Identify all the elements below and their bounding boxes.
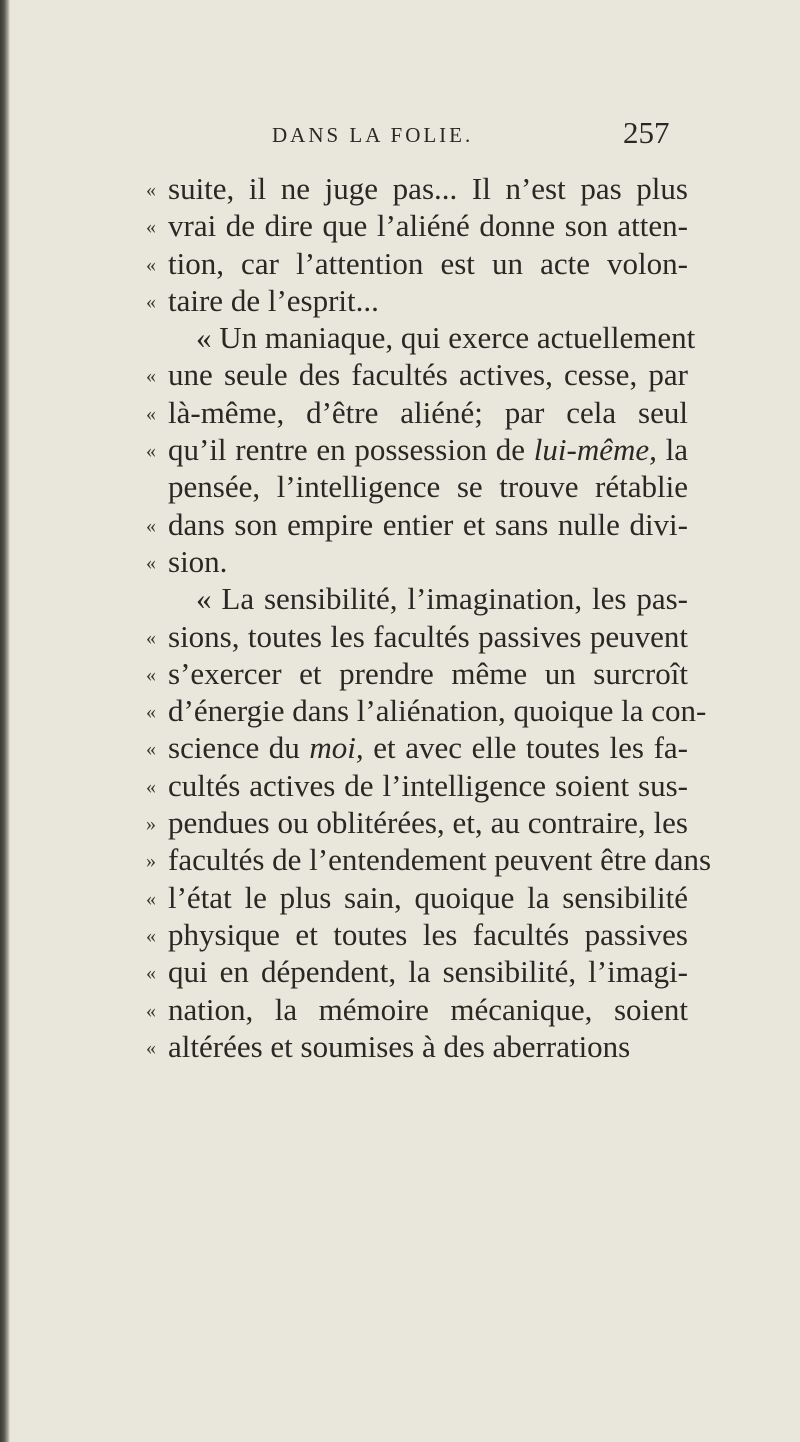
line-text: pensée, l’intelligence se trouve rétablie [168,469,688,505]
text-line [168,468,688,505]
quote-mark: « [146,365,156,388]
line-text: sions, toutes les facultés passives peuvent [168,618,688,654]
text-line [146,207,688,244]
line-text: taire de l’esprit... [168,282,379,318]
line-text: tion, car l’attention est un acte volon- [168,245,688,281]
quote-mark: « [146,887,156,910]
line-text: altérées et soumises à des aberrations [168,1028,631,1064]
text-line [146,767,688,804]
line-text: science du moi, et avec elle toutes les fa- [168,730,688,766]
quote-mark: « [146,216,156,239]
text-line [146,356,688,393]
text-line [146,953,688,990]
line-text: pendues ou oblitérées, et, au contraire, les [168,805,688,841]
quote-mark: « [146,1036,156,1059]
quote-mark: « [146,626,156,649]
quote-mark: « [146,179,156,201]
text-line [146,692,707,729]
quote-mark: « [146,253,156,276]
quote-mark: « [146,924,156,947]
quote-mark: « [146,514,156,537]
quote-mark: « [146,440,156,463]
italic-text: lui-même, [533,432,657,468]
line-text: cultés actives de l’intelligence soient sus- [168,767,688,803]
line-text: « Un maniaque, qui exerce actuellement [196,320,696,356]
text-line [146,879,688,916]
italic-text: moi, [309,730,364,766]
page-number: 257 [623,115,670,150]
body-text [146,170,712,1065]
quote-mark: » [146,813,156,836]
line-text: dans son empire entier et sans nulle divi- [168,506,688,542]
line-text: s’exercer et prendre même un surcroît [168,655,688,691]
text-line [146,170,688,207]
line-text: d’énergie dans l’aliénation, quoique la con- [168,693,707,729]
text-line [146,543,688,580]
book-spine-shadow [0,0,10,1442]
text-line [146,916,688,953]
running-title: DANS LA FOLIE. [272,123,474,147]
text-line [146,804,688,841]
text-line [168,580,688,617]
line-text: facultés de l’entendement peuvent être dans [168,842,712,878]
quote-mark: » [146,850,156,873]
text-line [146,841,712,878]
line-text: une seule des facultés actives, cesse, par [168,357,688,393]
quote-mark: « [146,290,156,313]
text-line [146,245,688,282]
text-line [146,431,688,468]
text-line [146,394,688,431]
quote-mark: « [146,962,156,985]
line-text: « La sensibilité, l’imagination, les pas- [196,581,688,617]
quote-mark: « [146,738,156,761]
text-line [146,991,688,1028]
quote-mark: « [146,402,156,425]
page-header [0,115,800,155]
line-text: l’état le plus sain, quoique la sensibilité [168,879,688,915]
quote-mark: « [146,663,156,686]
text-line [146,282,688,319]
text-line [146,729,688,766]
quote-mark: « [146,551,156,574]
quote-mark: « [146,999,156,1022]
line-text: qui en dépendent, la sensibilité, l’imagi- [168,954,688,990]
text-line [146,506,688,543]
text-line [168,319,696,356]
quote-mark: « [146,701,156,724]
line-text: physique et toutes les facultés passives [168,916,688,952]
line-text: nation, la mémoire mécanique, soient [168,991,688,1027]
text-line [146,618,688,655]
line-text: suite, il ne juge pas... Il n’est pas plus [168,171,688,206]
line-text: là-même, d’être aliéné; par cela seul [168,394,688,430]
line-text: sion. [168,543,228,579]
line-text: vrai de dire que l’aliéné donne son atten- [168,208,688,244]
quote-mark: « [146,775,156,798]
line-text: qu’il rentre en possession de lui-même, la [168,432,688,468]
text-line [146,655,688,692]
text-line [146,1028,688,1065]
